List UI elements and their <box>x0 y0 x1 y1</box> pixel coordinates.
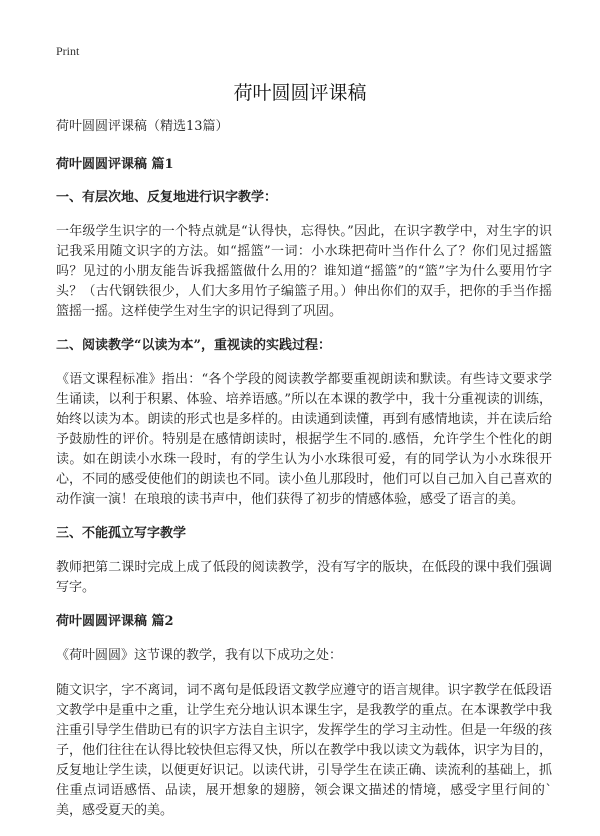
paragraph: 随文识字，字不离词，词不离句是低段语文教学应遵守的语言规律。识字教学在低段语文教学中是重中之重，让学生充分地认识本课生字，是我教学的重点。在本课教学中我注重引导学生借助已有的识字方法自主识字，发挥学生的学习主动性。但是一年级的孩子，他们往往在认得比较快但忘得又快，所以在教学中我以读文为载体，识字为目的，反复地让学生读，以便更好识记。以读代讲，引导学生在读正确、读流利的基础上，抓住重点词语感悟、品读，展开想象的翅膀，领会课文描述的情境，感受字里行间的`美，感受夏天的美。 <box>56 683 552 818</box>
section-heading: 三、不能孤立写字教学 <box>56 526 187 541</box>
paragraph: 《语文课程标准》指出：“各个学段的阅读教学都要重视朗读和默读。有些诗文要求学生诵读，以利于积累、体验、培养语感。”所以在本课的教学中，我十分重视读的训练，始终以读为本。朗读的形式也是多样的。由读通到读懂，再到有感情地读，并在读后给予鼓励性的评价。特别是在感情朗读时，根据学生不同的.感悟，允许学生个性化的朗读。如在朗读小水珠一段时，有的学生认为小水珠很可爱，有的同学认为小水珠很开心，不同的感受使他们的朗读也不同。读小鱼儿那段时，他们可以自己加入自己喜欢的动作演一演！在琅琅的读书声中，他们获得了初步的情感体验，感受了语言的美。 <box>56 372 552 507</box>
paragraph: 一年级学生识字的一个特点就是“认得快，忘得快。”因此，在识字教学中，对生字的识记我采用随文识字的方法。如“摇篮”一词：小水珠把荷叶当作什么了？你们见过摇篮吗？见过的小朋友能告诉我摇篮做什么用的？谁知道“摇篮”的“篮”字为什么要用竹字头？（古代钢铁很少，人们大多用竹子编篮子用。）伸出你们的双手，把你的手当作摇篮摇一摇。这样使学生对生字的识记得到了巩固。 <box>56 224 552 319</box>
page-title: 荷叶圆圆评课稿 <box>233 82 367 104</box>
print-link[interactable]: Print <box>56 44 80 58</box>
article-heading: 荷叶圆圆评课稿 篇2 <box>56 614 174 629</box>
document-body <box>56 118 552 836</box>
document-subtitle: 荷叶圆圆评课稿（精选13篇） <box>56 119 229 134</box>
paragraph: 《荷叶圆圆》这节课的教学，我有以下成功之处： <box>56 648 343 663</box>
article-heading: 荷叶圆圆评课稿 篇1 <box>56 157 174 172</box>
paragraph: 教师把第二课时完成上成了低段的阅读教学，没有写字的版块，在低段的课中我们强调写字。 <box>56 560 552 595</box>
section-heading: 二、阅读教学“以读为本”，重视读的实践过程： <box>56 338 331 353</box>
section-heading: 一、有层次地、反复地进行识字教学： <box>56 190 278 205</box>
